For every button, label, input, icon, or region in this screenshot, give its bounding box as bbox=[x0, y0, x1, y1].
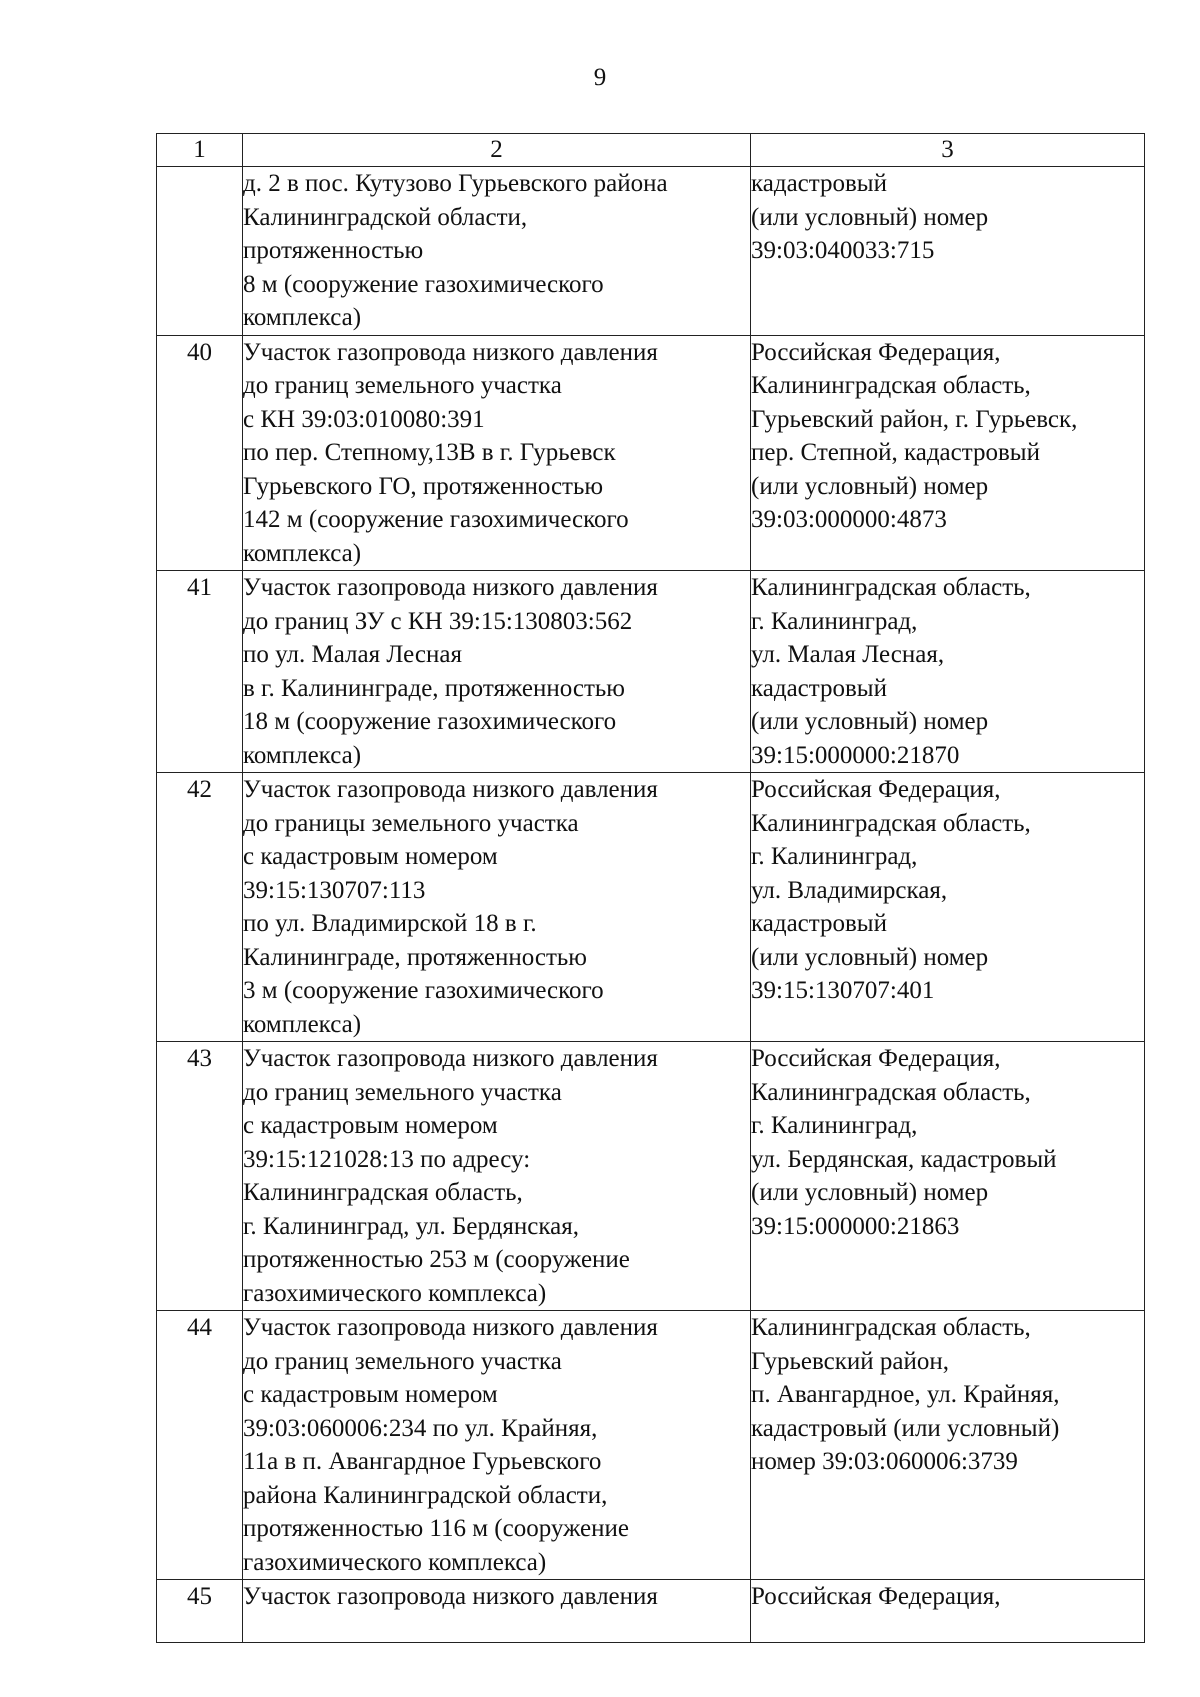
location-line: 39:15:000000:21863 bbox=[751, 1212, 960, 1240]
object-description bbox=[243, 1580, 751, 1643]
row-number: 44 bbox=[157, 1311, 243, 1580]
location-line: (или условный) номер bbox=[751, 1179, 989, 1206]
description-line: Участок газопровода низкого давления bbox=[243, 338, 658, 366]
description-line: Участок газопровода низкого давления bbox=[243, 1314, 658, 1341]
location-line: г. Калининград, bbox=[751, 607, 918, 635]
location-line: Российская Федерация, bbox=[751, 776, 1001, 803]
description-line: Участок газопровода низкого давления bbox=[243, 1583, 658, 1610]
description-line: 8 м (сооружение газохимического bbox=[243, 270, 604, 298]
location-line: Калининградская область, bbox=[751, 809, 1031, 837]
location-line: 39:15:000000:21870 bbox=[751, 741, 960, 769]
location-line: 39:03:040033:715 bbox=[751, 237, 935, 264]
description-line: до границ земельного участка bbox=[243, 372, 562, 399]
description-line: 39:03:060006:234 по ул. Крайняя, bbox=[243, 1414, 598, 1442]
location-line: Калининградская область, bbox=[751, 574, 1031, 601]
object-description bbox=[243, 1311, 751, 1580]
description-line: 39:15:121028:13 по адресу: bbox=[243, 1145, 531, 1173]
description-line: Участок газопровода низкого давления bbox=[243, 574, 658, 601]
location-line: ул. Малая Лесная, bbox=[751, 641, 945, 668]
object-location bbox=[751, 1042, 1145, 1311]
description-line: 11а в п. Авангардное Гурьевского bbox=[243, 1448, 602, 1475]
description-line: по пер. Степному,13В в г. Гурьевск bbox=[243, 439, 616, 466]
description-line: с кадастровым номером bbox=[243, 843, 498, 870]
description-line: до границ земельного участка bbox=[243, 1347, 562, 1375]
description-line: до границ ЗУ с КН 39:15:130803:562 bbox=[243, 607, 633, 635]
location-line: Калининградская область, bbox=[751, 1078, 1031, 1106]
description-line: 3 м (сооружение газохимического bbox=[243, 977, 604, 1004]
location-line: кадастровый bbox=[751, 674, 887, 702]
description-line: газохимического комплекса) bbox=[243, 1279, 547, 1307]
location-line: 39:15:130707:401 bbox=[751, 977, 935, 1004]
description-line: комплекса) bbox=[243, 1010, 362, 1038]
description-line: г. Калининград, ул. Бердянская, bbox=[243, 1212, 579, 1240]
object-description bbox=[243, 335, 751, 571]
description-line: с КН 39:03:010080:391 bbox=[243, 405, 485, 433]
description-line: района Калининградской области, bbox=[243, 1481, 608, 1509]
description-line: Калининградская область, bbox=[243, 1179, 523, 1206]
location-line: п. Авангардное, ул. Крайняя, bbox=[751, 1381, 1060, 1408]
description-line: комплекса) bbox=[243, 539, 362, 567]
location-line: номер 39:03:060006:3739 bbox=[751, 1448, 1018, 1475]
location-line: кадастровый bbox=[751, 170, 887, 197]
column-header-number: 1 bbox=[157, 134, 243, 167]
object-location bbox=[751, 167, 1145, 336]
object-location bbox=[751, 571, 1145, 773]
description-line: Калининграде, протяженностью bbox=[243, 943, 587, 971]
location-line: Российская Федерация, bbox=[751, 1045, 1001, 1072]
object-description bbox=[243, 773, 751, 1042]
object-description bbox=[243, 1042, 751, 1311]
row-number: 43 bbox=[157, 1042, 243, 1311]
table-row bbox=[157, 335, 1145, 571]
location-line: ул. Бердянская, кадастровый bbox=[751, 1145, 1057, 1173]
description-line: с кадастровым номером bbox=[243, 1112, 498, 1139]
description-line: д. 2 в пос. Кутузово Гурьевского района bbox=[243, 170, 668, 197]
location-line: 39:03:000000:4873 bbox=[751, 506, 947, 533]
description-line: по ул. Малая Лесная bbox=[243, 641, 462, 668]
table-body bbox=[157, 167, 1145, 1643]
table-row bbox=[157, 1580, 1145, 1643]
description-line: Участок газопровода низкого давления bbox=[243, 1045, 658, 1072]
description-line: 18 м (сооружение газохимического bbox=[243, 708, 617, 735]
table-header-row bbox=[157, 134, 1145, 167]
location-line: Российская Федерация, bbox=[751, 338, 1001, 366]
location-line: (или условный) номер bbox=[751, 203, 989, 231]
description-line: комплекса) bbox=[243, 741, 362, 769]
page-number: 9 bbox=[593, 64, 607, 91]
column-header-location: 3 bbox=[751, 134, 1145, 167]
location-line: г. Калининград, bbox=[751, 843, 918, 870]
row-number bbox=[157, 167, 243, 336]
description-line: протяженностью 116 м (сооружение bbox=[243, 1515, 629, 1542]
object-location bbox=[751, 773, 1145, 1042]
location-line: Калининградская область, bbox=[751, 372, 1031, 399]
location-line: Российская Федерация, bbox=[751, 1583, 1001, 1610]
description-line: Гурьевского ГО, протяженностью bbox=[243, 472, 604, 500]
description-line: протяженностью 253 м (сооружение bbox=[243, 1246, 630, 1273]
object-description bbox=[243, 571, 751, 773]
description-line: до границы земельного участка bbox=[243, 809, 579, 837]
row-number: 42 bbox=[157, 773, 243, 1042]
location-line: Калининградская область, bbox=[751, 1314, 1031, 1341]
table-row bbox=[157, 571, 1145, 773]
row-number: 41 bbox=[157, 571, 243, 773]
description-line: протяженностью bbox=[243, 237, 424, 264]
location-line: кадастровый (или условный) bbox=[751, 1414, 1060, 1442]
table-row bbox=[157, 1042, 1145, 1311]
column-header-description: 2 bbox=[243, 134, 751, 167]
location-line: кадастровый bbox=[751, 910, 887, 937]
object-description bbox=[243, 167, 751, 336]
description-line: с кадастровым номером bbox=[243, 1381, 498, 1408]
location-line: Гурьевский район, bbox=[751, 1347, 950, 1375]
description-line: 142 м (сооружение газохимического bbox=[243, 506, 629, 533]
table-row bbox=[157, 167, 1145, 336]
location-line: (или условный) номер bbox=[751, 708, 989, 735]
row-number: 45 bbox=[157, 1580, 243, 1643]
registry-table bbox=[156, 133, 1145, 1643]
description-line: в г. Калининграде, протяженностью bbox=[243, 674, 625, 702]
object-location bbox=[751, 1311, 1145, 1580]
location-line: (или условный) номер bbox=[751, 472, 989, 500]
description-line: 39:15:130707:113 bbox=[243, 876, 426, 904]
location-line: (или условный) номер bbox=[751, 943, 989, 971]
location-line: г. Калининград, bbox=[751, 1112, 918, 1139]
description-line: комплекса) bbox=[243, 304, 362, 331]
object-location bbox=[751, 335, 1145, 571]
description-line: Калининградской области, bbox=[243, 203, 528, 231]
table-row bbox=[157, 773, 1145, 1042]
row-number: 40 bbox=[157, 335, 243, 571]
description-line: до границ земельного участка bbox=[243, 1078, 562, 1106]
description-line: Участок газопровода низкого давления bbox=[243, 776, 658, 803]
object-location bbox=[751, 1580, 1145, 1643]
description-line: по ул. Владимирской 18 в г. bbox=[243, 910, 537, 937]
location-line: пер. Степной, кадастровый bbox=[751, 439, 1040, 466]
location-line: ул. Владимирская, bbox=[751, 876, 948, 904]
table-row bbox=[157, 1311, 1145, 1580]
description-line: газохимического комплекса) bbox=[243, 1548, 547, 1576]
location-line: Гурьевский район, г. Гурьевск, bbox=[751, 405, 1078, 433]
